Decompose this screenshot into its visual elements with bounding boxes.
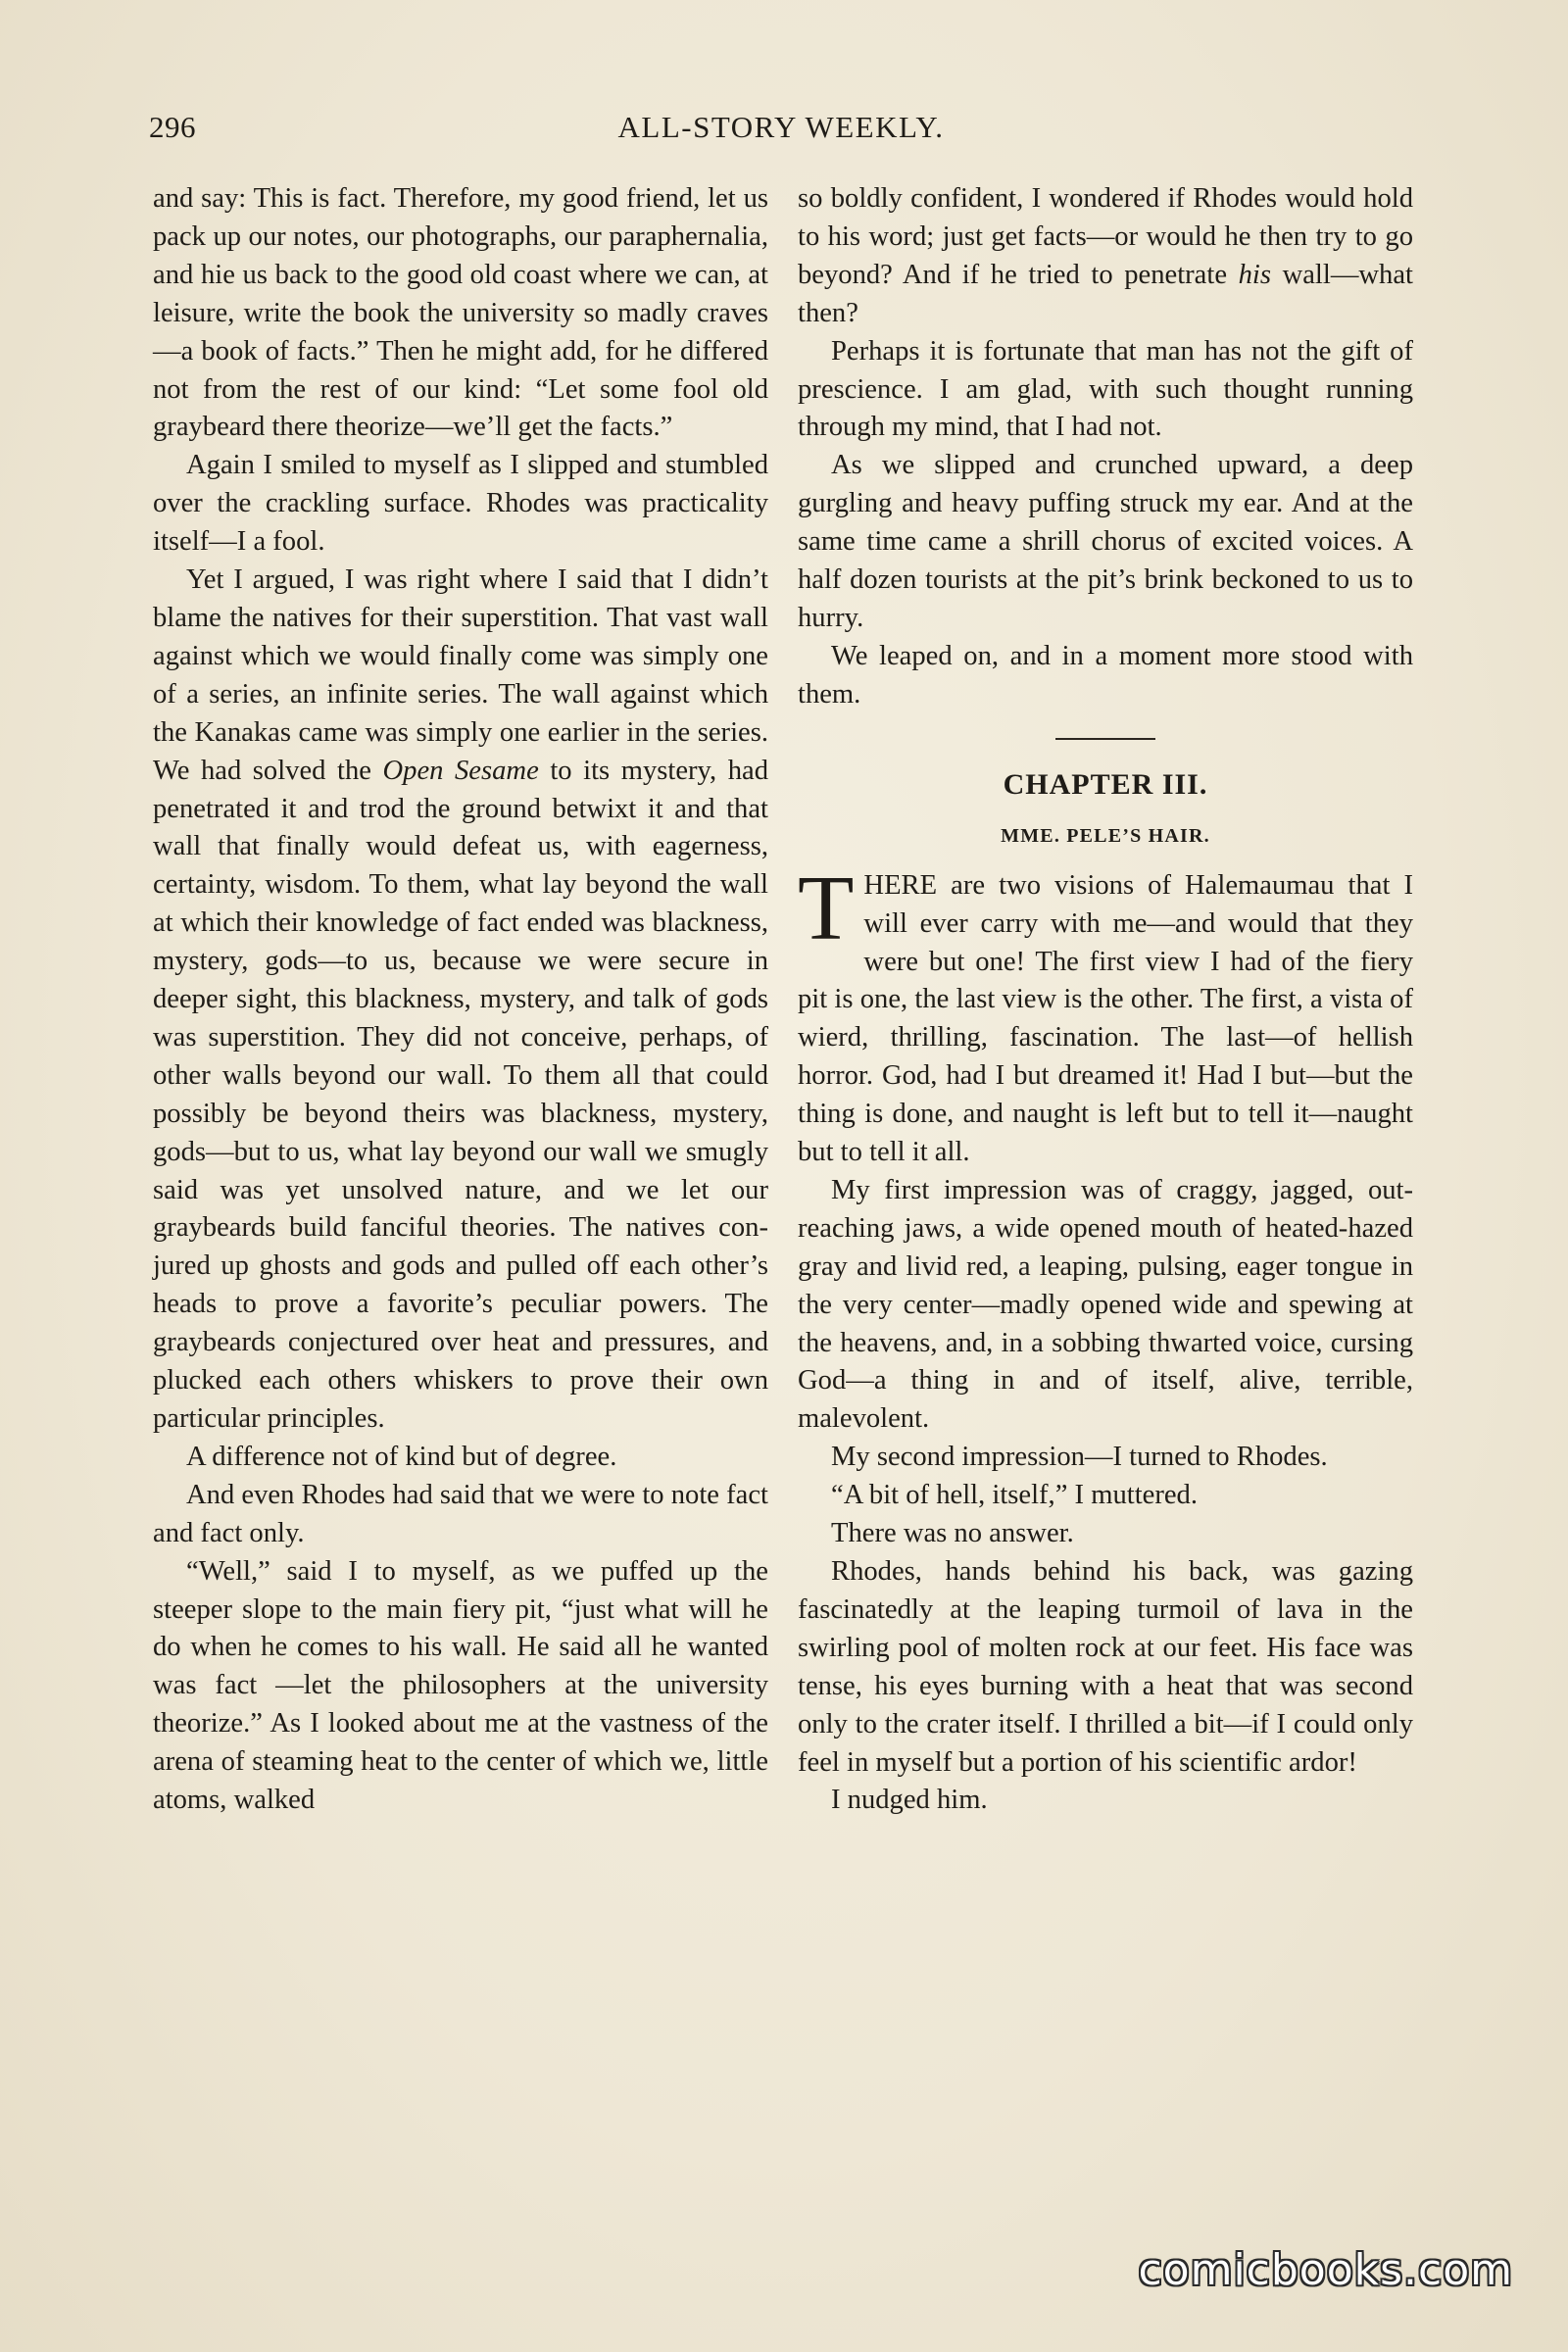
paragraph-text: so boldly confident, I wondered if Rhodes would hold to his word; just get facts—or would he then try to go beyond? And if he tried to penetrate [798,183,1413,290]
paragraph: I nudged him. [831,1785,988,1816]
paragraph: Perhaps it is fortunate that man has not the gift of prescience. I am glad, with such thought running through my mind, that I had not. [798,335,1413,443]
paragraph-text: to its mystery, had penetrated it and trod the ground betwixt it and that wall that finally would defeat us, with eagerness, certainty, wisdom. To them, what lay beyond the wall at which their knowledge of fact ended was blackness, mystery, gods—to us, because we were secure in deeper sight, this blackness, mystery, and talk of gods was superstition. They did not conceive, perhaps, of other walls beyond our wall. To them all that could possibly be beyond theirs was blackness, mystery, gods—but to us, what lay beyond our wall we smugly said was yet unsolved nature, and we let our graybeards build fanciful theories. The natives conjured up ghosts and gods and pulled off each other’s heads to prove a favorite’s peculiar powers. The graybeards conjectured over heat and pressures, and plucked each others whiskers to prove their own particular principles. [153,755,768,1434]
paragraph: And even Rhodes had said that we were to note fact and fact only. [153,1479,768,1548]
paragraph: We leaped on, and in a moment more stood with them. [798,640,1413,710]
left-column [153,180,768,1820]
drop-cap: T [798,857,855,959]
italic-word: his [1238,259,1271,290]
section-divider [1055,738,1155,740]
right-column [798,180,1413,1820]
paragraph [798,180,1413,333]
paragraph-text: wall—what then? [798,259,1413,328]
running-title: ALL-STORY WEEKLY. [617,110,945,144]
paragraph-text: Yet I argued, I was right where I said that I didn’t blame the natives for their superstition. That vast wall against which we would finally come was simply one of a series, an infinite series. The wall against which the Kanakas came was simply one earlier in the series. We had solved the [153,564,768,786]
paragraph: My first impression was of craggy, jagged, out-reaching jaws, a wide opened mouth of heated-hazed gray and livid red, a leaping, pulsing, eager tongue in the very center—madly opened wide and spewing at the heavens, and, in a sobbing thwarted voice, cursing God—a thing in and of itself, alive, terrible, malevolent. [798,1174,1413,1435]
paragraph: and say: This is fact. Therefore, my good friend, let us pack up our notes, our photographs, our paraphernalia, and hie us back to the good old coast where we can, at leisure, write the book the university so madly craves—a book of facts.” Then he might add, for he differed not from the rest of our kind: “Let some fool old graybeard there theorize—we’ll get the facts.” [153,183,768,443]
site-watermark: comicbooks.com [1138,2245,1513,2295]
paragraph: There was no answer. [831,1518,1074,1549]
paragraph: My second impression—I turned to Rhodes. [831,1442,1328,1473]
paragraph: Rhodes, hands behind his back, was gazing fascinatedly at the leaping turmoil of lava in the swirling pool of molten rock at our feet. His face was tense, his eyes burning with a heat that was second only to the crater itself. I thrilled a bit—if I could only feel in myself but a portion of his scientific ardor! [798,1556,1413,1778]
paragraph: “Well,” said I to myself, as we puffed up the steeper slope to the main fiery pit, “just what will he do when he comes to his wall. He said all he wanted was fact —let the philosophers at the university theorize.” As I looked about me at the vastness of the arena of steaming heat to the center of which we, little atoms, walked [153,1555,768,1816]
chapter-title: CHAPTER III. [1003,767,1208,801]
page-header [149,110,1413,149]
paragraph: A difference not of kind but of degree. [186,1441,617,1472]
paragraph [798,857,1413,1172]
paragraph-text: HERE are two visions of Halemaumau that I will ever carry with me—and would that they were but one! The first view I had of the fiery pit is one, the last view is the other. The first, a vista of wierd, thrilling, fascination. The last—of hellish horror. God, had I but dreamed it! Had I but—but the thing is done, and naught is left but to tell it—naught but to tell it all. [798,869,1413,1168]
paragraph: As we slipped and crunched upward, a deep gurgling and heavy puffing struck my ear. And at the same time came a shrill chorus of excited voices. A half dozen tourists at the pit’s brink beckoned to us to hurry. [798,450,1413,633]
italic-phrase: Open Sesame [382,755,539,786]
chapter-subtitle: MME. PELE’S HAIR. [1001,824,1210,847]
paragraph [153,562,768,1439]
paragraph: Again I smiled to myself as I slipped and stumbled over the crackling surface. Rhodes was practicality itself—I a fool. [153,450,768,558]
page-number: 296 [149,110,196,144]
paragraph: “A bit of hell, itself,” I muttered. [831,1480,1198,1511]
